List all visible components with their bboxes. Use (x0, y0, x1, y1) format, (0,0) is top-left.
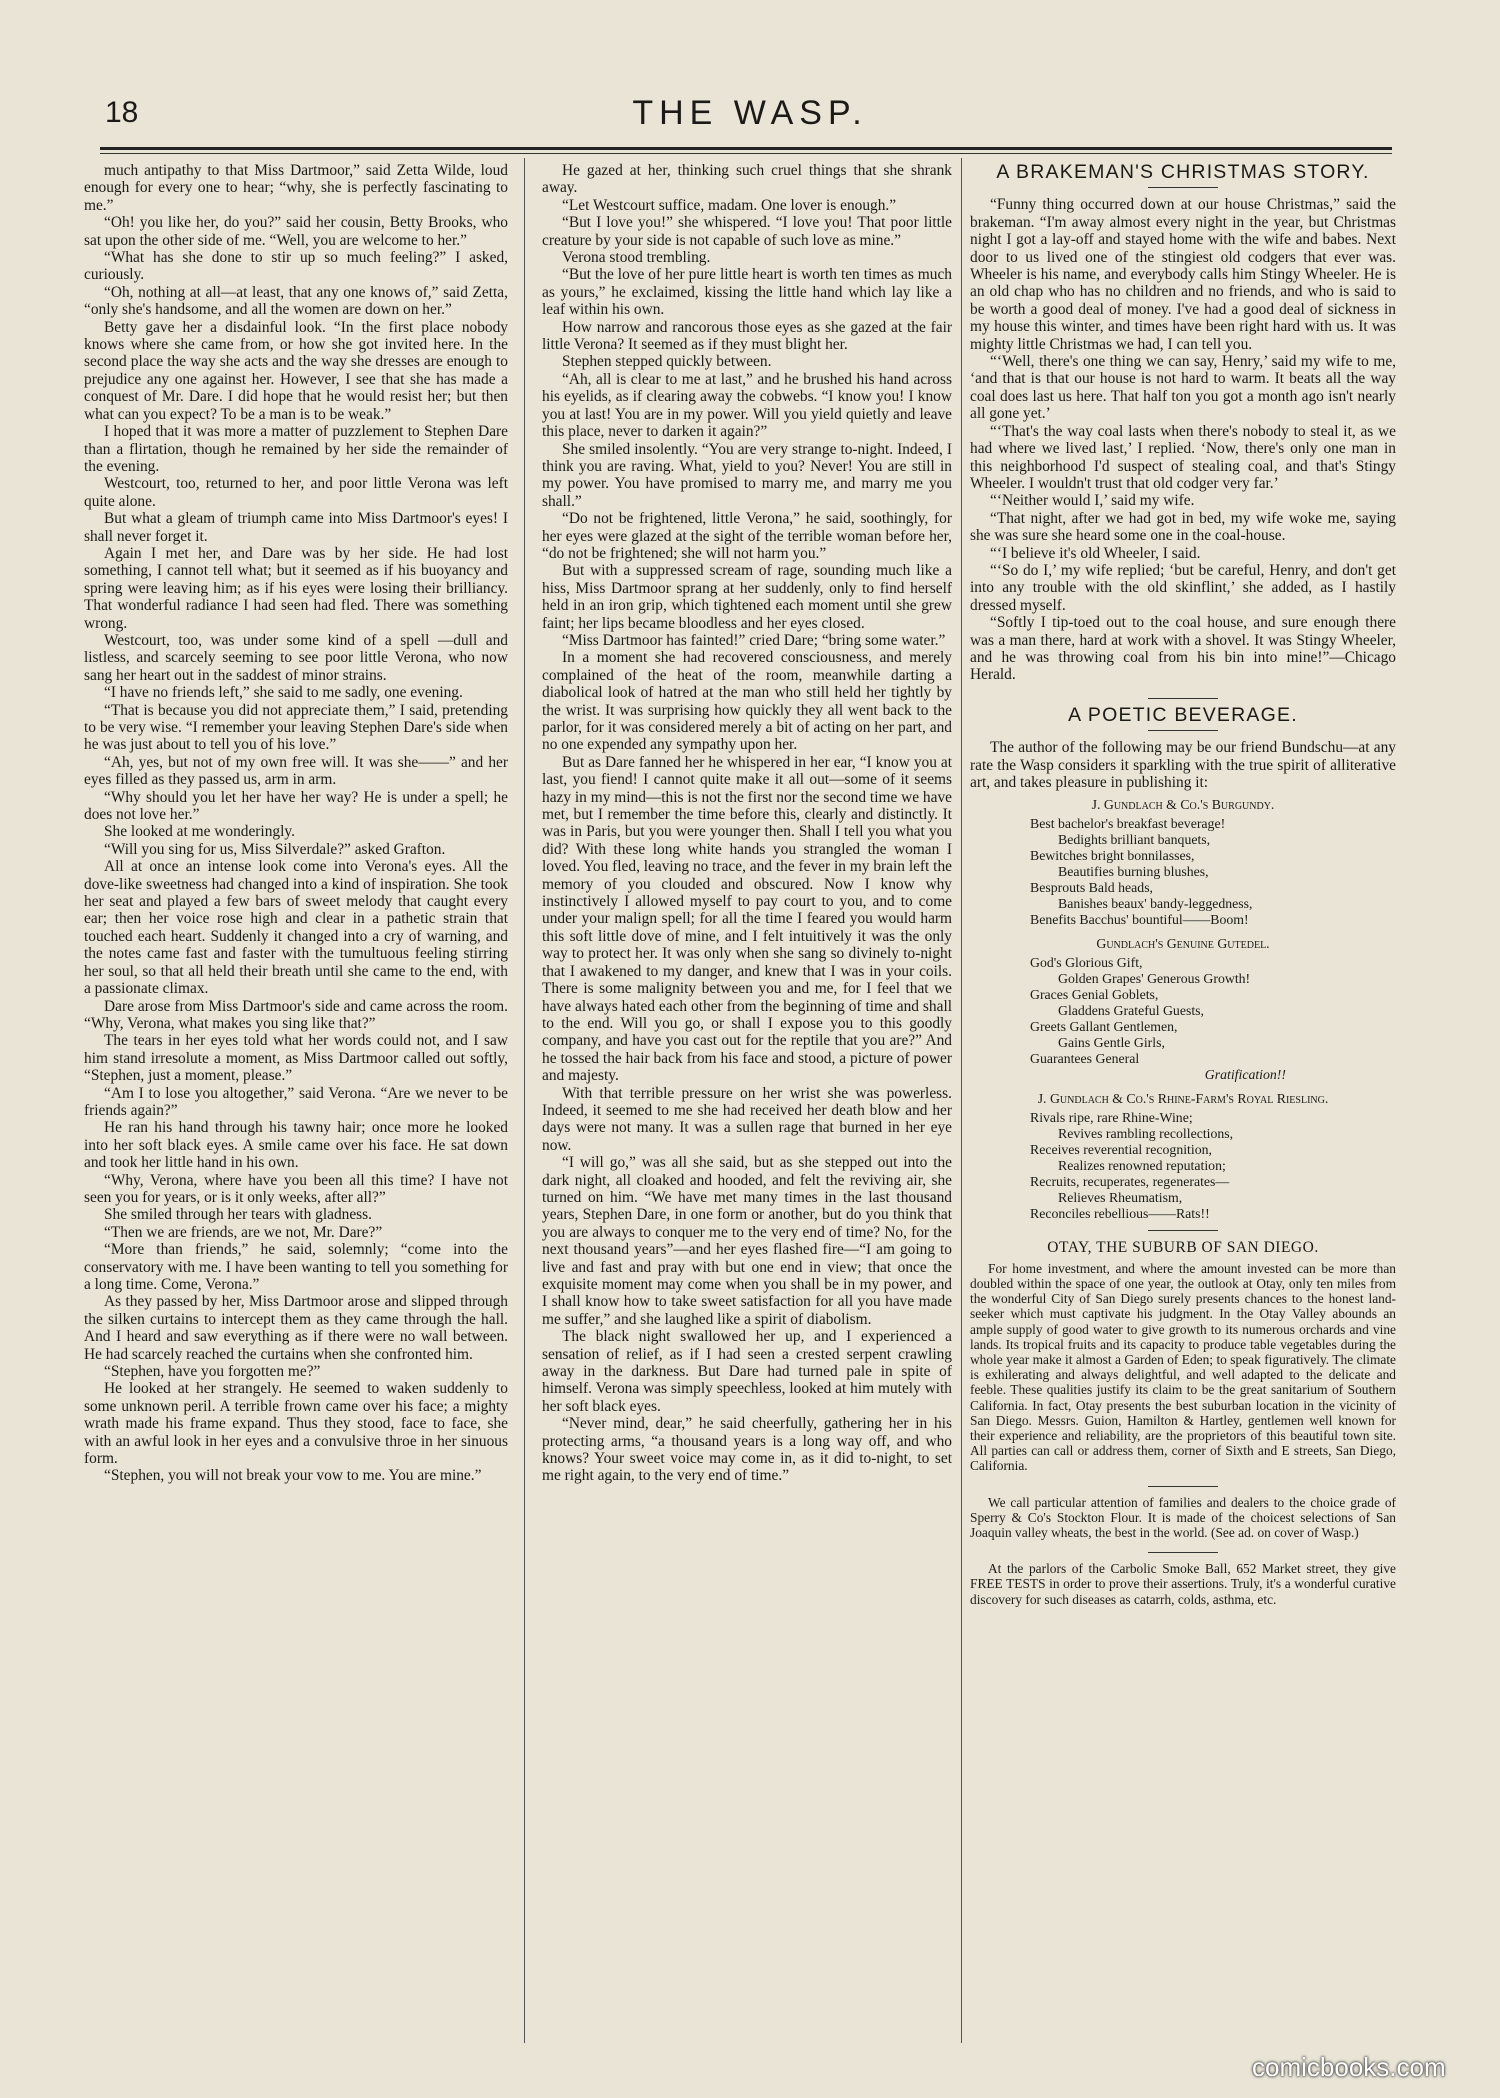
paragraph: “Funny thing occurred down at our house Christmas,” said the brakeman. “I'm away almost every night in the year, but Christmas night I got a lay-off and stayed home with the wife and babes. Next door to us lived one of the stingiest old codgers that ever was. Wheeler is his name, and everybody calls him Stingy Wheeler. He is an old chap who has no children and no friends, and who is said to be worth a good deal of money. I've had a good deal of sickness in my house this winter, and times have been right hard with us. It was mighty little Christmas we had, I can tell you. (970, 196, 1396, 353)
poem-line: Bewitches bright bonnilasses, (1030, 848, 1195, 864)
flour-notice: We call particular attention of families and dealers to the choice grade of Sperry & Co's Stockton Flour. It is made of the choicest selections of San Joaquin valley wheats, the best in the world. (See ad. on cover of Wasp.) (970, 1494, 1396, 1541)
column-3 (970, 162, 1396, 2042)
watermark: comicbooks.com (1252, 2052, 1446, 2082)
paragraph: “Why, Verona, where have you been all this time? I have not seen you for years, or is it only weeks, after all?” (84, 1171, 508, 1206)
paragraph: “Oh! you like her, do you?” said her cousin, Betty Brooks, who sat upon the other side of me. “Well, you are welcome to her.” (84, 214, 508, 249)
paragraph: The black night swallowed her up, and I experienced a sensation of relief, as if I had seen a crested serpent crawling away in the darkness. But Dare had turned pale in spite of himself. Verona was simply speechless, looked at him mutely with her soft black eyes. (542, 1328, 952, 1415)
paragraph: “Stephen, have you forgotten me?” (104, 1363, 321, 1381)
poem-line: Banishes beaux' bandy-leggedness, (1058, 896, 1253, 912)
poem-line: Recruits, recuperates, regenerates— (1030, 1174, 1230, 1190)
smoke-ball-notice: At the parlors of the Carbolic Smoke Ball, 652 Market street, they give FREE TESTS in order to prove their assertions. Truly, it's a wonderful curative discovery for such diseases as catarrh, colds, asthma, etc. (970, 1561, 1396, 1607)
paragraph: Betty gave her a disdainful look. “In the first place nobody knows where she came from, or how she got invited here. In the second place the way she acts and the way she dresses are enough to prejudice any one against her. However, I see that she has made a conquest of Mr. Dare. I did hope that he would resist her; but then what can you expect? To be a man is to be weak.” (84, 318, 508, 423)
paragraph: “‘That's the way coal lasts when there's nobody to steal it, as we had where we lived last,’ I replied. ‘Now, there's only one man in this neighborhood I'd suspect of stealing coal, and that's Stingy Wheeler. I wouldn't trust that old codger very far.’ (970, 422, 1396, 492)
paragraph: “‘I believe it's old Wheeler, I said. (990, 544, 1201, 562)
paragraph: Westcourt, too, was under some kind of a spell —dull and listless, and scarcely seeming to see poor little Verona, who now sang her heart out in the saddest of minor strains. (84, 631, 508, 684)
paragraph: He looked at her strangely. He seemed to waken suddenly to some unknown peril. A terrible frown came over his face; a mighty wrath made his frame expand. Thus they stood, face to face, she with an awful look in her eyes and a convulsive throe in her sinuous form. (84, 1380, 508, 1468)
section-rule (1148, 1230, 1218, 1231)
paragraph: “But I love you!” she whispered. “I love you! That poor little creature by your side is not capable of such love as mine.” (542, 214, 952, 249)
poem-line: Beautifies burning blushes, (1058, 864, 1209, 880)
column-divider (961, 158, 962, 2043)
poem-line: Relieves Rheumatism, (1058, 1190, 1183, 1206)
paragraph: “But the love of her pure little heart is worth ten times as much as yours,” he exclaimed, kissing the little hand which lay like a leaf within his own. (542, 266, 952, 319)
title-rule (1148, 187, 1218, 188)
header-rule-thin (100, 153, 1392, 154)
column-divider (524, 158, 525, 2043)
poem-line: Gladdens Grateful Guests, (1058, 1003, 1204, 1019)
paragraph: “I will go,” was all she said, but as she stepped out into the dark night, all cloaked and hooded, and felt the reviving air, she turned on him. “We have met many times in the last thousand years, Stephen Dare, in one form or another, but do you think that you are always to conquer me to the very end of time? No, for the next thousand years”—and her eyes flashed fire—“I am going to live and fast and pray with but one end in view; that once the exquisite moment may come when you shall be in my power, and I shall know how to take sweet satisfaction for all you have made me suffer,” and she laughed like a spirit of diabolism. (542, 1154, 952, 1328)
paragraph: In a moment she had recovered consciousness, and merely complained of the heat of the room, meanwhile darting a diabolical look of hatred at the man who still held her tightly by the wrist. It was surprising how quickly they all went back to the parlor, for it was considered merely a bit of acting on her part, and no one expended any sympathy upon her. (542, 649, 952, 754)
paragraph: “Stephen, you will not break your vow to me. You are mine.” (104, 1467, 482, 1485)
poem-line: Golden Grapes' Generous Growth! (1058, 971, 1251, 987)
paragraph: “That night, after we had got in bed, my wife woke me, saying she was sure she heard some one in the coal-house. (970, 509, 1396, 545)
poem-line: Benefits Bacchus' bountiful——Boom! (1030, 912, 1249, 928)
paragraph: Stephen stepped quickly between. (562, 353, 772, 371)
poem-line: Revives rambling recollections, (1058, 1126, 1234, 1142)
paragraph: “Oh, nothing at all—at least, that any one knows of,” said Zetta, “only she's handsome, and all the women are down on her.” (84, 283, 508, 319)
paragraph: I hoped that it was more a matter of puzzlement to Stephen Dare than a flirtation, though he remained by her side the remainder of the evening. (84, 423, 508, 475)
title-rule (1148, 730, 1218, 731)
paragraph: As they passed by her, Miss Dartmoor arose and slipped through the silken curtains to intercept them as they came through the hall. And I heard and saw everything as if there were no wall between. He had scarcely reached the curtains when she confronted him. (84, 1293, 508, 1363)
poem-burgundy (970, 797, 1396, 928)
paragraph: But what a gleam of triumph came into Miss Dartmoor's eyes! I shall never forget it. (84, 510, 508, 545)
paragraph: But with a suppressed scream of rage, sounding much like a hiss, Miss Dartmoor sprang at her suddenly, only to find herself held in an iron grip, which tightened each moment until she grew faint; her lips became bloodless and her eyes closed. (542, 562, 952, 632)
poem-line: Graces Genial Goblets, (1030, 987, 1159, 1003)
paragraph: “What has she done to stir up so much feeling?” I asked, curiously. (84, 249, 508, 284)
section-rule (1148, 1552, 1218, 1553)
paragraph: “Then we are friends, are we not, Mr. Dare?” (104, 1223, 383, 1241)
paragraph: “‘Neither would I,’ said my wife. (990, 492, 1195, 510)
paragraph: “Softly I tip-toed out to the coal house, and sure enough there was a man there, hard at work with a shovel. It was Stingy Wheeler, and he was throwing coal from his bin into mine!”—Chicago Herald. (970, 614, 1396, 684)
poem-line: Realizes renowned reputation; (1058, 1158, 1226, 1174)
masthead: THE WASP. (632, 94, 868, 132)
paragraph: But as Dare fanned her he whispered in her ear, “I know you at last, you fiend! I cannot quite make it all out—some of it seems hazy in my mind—this is not the first nor the second time we have met, but I remember the time before this, clearly and distinctly. It was in Paris, but you were younger then. Shall I tell you what you did? With these long white hands you strangled the woman I loved. You fled, leaving no trace, and the fever in my brain left the memory of you clouded and obscured. Now I know why instinctively I allowed myself to pay court to you, and to come under your malign spell; for all the time I feared you would harm this soft little dove of mine, and I felt intuitively it was the only way to protect her. It was only when she sang so divinely to-night that I awakened to my danger, and knew that I was in your coils. There is some malignity between you and me, for I feel that we have always hated each other from the beginning of time and shall to the end. Will you go, or shall I expose you to this goodly company, and have you cast out for the reptile that you are?” And he tossed the hair back from his face and stood, a picture of power and majesty. (542, 753, 952, 1085)
paragraph: much antipathy to that Miss Dartmoor,” said Zetta Wilde, loud enough for every one to hear; “why, she is perfectly fascinating to me.” (84, 162, 508, 214)
paragraph: Dare arose from Miss Dartmoor's side and came across the room. “Why, Verona, what makes you sing like that?” (84, 997, 508, 1032)
paragraph: She looked at me wonderingly. (104, 823, 295, 841)
otay-title: OTAY, THE SUBURB OF SAN DIEGO. (1047, 1239, 1319, 1257)
paragraph: He gazed at her, thinking such cruel things that she shrank away. (542, 162, 952, 197)
story-column-2 (542, 162, 952, 2042)
paragraph: “Will you sing for us, Miss Silverdale?” asked Grafton. (104, 840, 446, 858)
paragraph: She smiled through her tears with gladness. (104, 1206, 373, 1224)
poem-line: Bedights brilliant banquets, (1058, 832, 1211, 848)
paragraph: “Am I to lose you altogether,” said Verona. “Are we never to be friends again?” (84, 1084, 508, 1119)
poem-heading: J. Gundlach & Co.'s Burgundy. (1091, 797, 1275, 813)
brakeman-story-title: A BRAKEMAN'S CHRISTMAS STORY. (996, 162, 1370, 183)
poem-line: Besprouts Bald heads, (1030, 880, 1154, 896)
paragraph: Again I met her, and Dare was by her side. He had lost something, I cannot tell what; but it seemed as if his buoyancy and spring were leaving him; as if his eyes were losing their brilliancy. That wonderful radiance I had seen had fled. There was something wrong. (84, 544, 508, 632)
paragraph: All at once an intense look come into Verona's eyes. All the dove-like sweetness had changed into a kind of inspiration. She took her seat and played a few bars of sweet melody that caught every ear; then her voice rose high and clear in a pathetic strain that touched each heart. Suddenly it changed into a cry of warning, and the notes came fast and faster with the tumultuous feeling stirring her soul, so that all held their breath until she came to the end, with a passionate climax. (84, 858, 508, 998)
paragraph: “‘Well, there's one thing we can say, Henry,’ said my wife to me, ‘and that is that our house is not hard to warm. It beats all the way coal does last us here. That half ton you got a month ago isn't nearly all gone yet.’ (970, 353, 1396, 423)
poem-line: Best bachelor's breakfast beverage! (1030, 816, 1226, 832)
paragraph: Westcourt, too, returned to her, and poor little Verona was left quite alone. (84, 475, 508, 510)
paragraph: “Let Westcourt suffice, madam. One lover is enough.” (562, 196, 897, 214)
poetic-beverage-title: A POETIC BEVERAGE. (1068, 703, 1298, 726)
poem-lines (970, 955, 1396, 1083)
poem-heading: Gundlach's Genuine Gutedel. (1096, 936, 1270, 952)
paragraph: She smiled insolently. “You are very strange to-night. Indeed, I think you are raving. What, yield to you? Never! You are still in my power. You have promised to marry me, and marry me you shall.” (542, 440, 952, 510)
paragraph: “Ah, all is clear to me at last,” and he brushed his hand across his eyelids, as if clearing away the cobwebs. “I know you! I know you at last! You are in my power. Will you yield quietly and leave this place, never to darken it again?” (542, 370, 952, 441)
poem-line: Greets Gallant Gentlemen, (1030, 1019, 1178, 1035)
brakeman-story-body (970, 196, 1396, 683)
paragraph: Verona stood trembling. (562, 249, 711, 267)
paragraph: “Why should you let her have her way? He is under a spell; he does not love her.” (84, 788, 508, 824)
paragraph: “‘So do I,’ my wife replied; ‘but be careful, Henry, and don't get into any trouble with the old skinflint,’ she added, as I hastily dressed myself. (970, 561, 1396, 614)
poem-line: Receives reverential recognition, (1030, 1142, 1212, 1158)
poem-gutedel (970, 936, 1396, 1083)
paragraph: With that terrible pressure on her wrist she was powerless. Indeed, it seemed to me she had received her death blow and her days were not many. It was a sullen rage that burned in her eye now. (542, 1084, 952, 1154)
paragraph: “I have no friends left,” she said to me sadly, one evening. (104, 684, 463, 702)
poem-line: Rivals ripe, rare Rhine-Wine; (1030, 1110, 1193, 1126)
paragraph: “Never mind, dear,” he said cheerfully, gathering her in his protecting arms, “a thousand years is a long way off, and who knows? Your sweet voice may come in, as it did to-night, to set me right again, to the very end of time.” (542, 1415, 952, 1485)
section-rule (1148, 1486, 1218, 1487)
paragraph: He ran his hand through his tawny hair; once more he looked into her soft black eyes. A smile came over his face. He sat down and took her little hand in his own. (84, 1119, 508, 1172)
story-column-1 (84, 162, 508, 2042)
page-number: 18 (105, 96, 139, 129)
paragraph: “Do not be frightened, little Verona,” he said, soothingly, for her eyes were glazed at the sight of the terrible woman before her, “do not be frightened; she will not harm you.” (542, 510, 952, 562)
paragraph: How narrow and rancorous those eyes as she gazed at the fair little Verona? It seemed as if they must blight her. (542, 318, 952, 354)
poetic-intro: The author of the following may be our friend Bundschu—at any rate the Wasp considers it sparkling with the true spirit of alliterative art, and takes pleasure in publishing it: (970, 739, 1396, 791)
poem-line: Reconciles rebellious——Rats!! (1030, 1206, 1210, 1222)
paragraph: “Ah, yes, but not of my own free will. It was she——” and her eyes filled as they passed us, arm in arm. (84, 753, 508, 789)
paragraph: “Miss Dartmoor has fainted!” cried Dare; “bring some water.” (562, 631, 946, 649)
poem-heading: J. Gundlach & Co.'s Rhine-Farm's Royal Riesling. (1037, 1091, 1329, 1107)
poem-riesling (970, 1091, 1396, 1222)
poem-line: God's Glorious Gift, (1030, 955, 1143, 971)
otay-article: For home investment, and where the amount invested can be more than doubled within the space of one year, the outlook at Otay, only ten miles from the wonderful City of San Diego surely presents chances to the honest land-seeker which must captivate his judgment. In the Otay Valley abounds an ample supply of good water to give growth to its numerous orchards and vine lands. Its tropical fruits and its capacity to produce table vegetables during the whole year make it almost a Garden of Eden; to speak figuratively. The climate is exhilerating and always delightful, and well adapted to the delicate and feeble. These qualities justify its claim to be the great sanitarium of Southern California. In fact, Otay presents the best suburban location in the vicinity of San Diego. Messrs. Guion, Hamilton & Hartley, gentlemen well known for their experience and reliability, are the proprietors of this beautiful town site. All parties can call or address them, corner of Sixth and E streets, San Diego, California. (970, 1260, 1396, 1474)
header-rule (100, 147, 1392, 150)
poem-lines (970, 1110, 1396, 1222)
paragraph: “That is because you did not appreciate them,” I said, pretending to be very wise. “I remember your leaving Stephen Dare's side when he was just about to tell you of his love.” (84, 701, 508, 754)
poem-line: Gratification!! (1204, 1067, 1286, 1083)
poem-line: Gains Gentle Girls, (1058, 1035, 1165, 1051)
section-rule (1148, 698, 1218, 699)
poem-lines (970, 816, 1396, 928)
paragraph: “More than friends,” he said, solemnly; “come into the conservatory with me. I have been wanting to tell you something for a long time. Come, Verona.” (84, 1241, 508, 1293)
poem-line: Guarantees General (1030, 1051, 1140, 1067)
paragraph: The tears in her eyes told what her words could not, and I saw him stand irresolute a moment, as Miss Dartmoor called out softly, “Stephen, just a moment, please.” (84, 1032, 508, 1085)
